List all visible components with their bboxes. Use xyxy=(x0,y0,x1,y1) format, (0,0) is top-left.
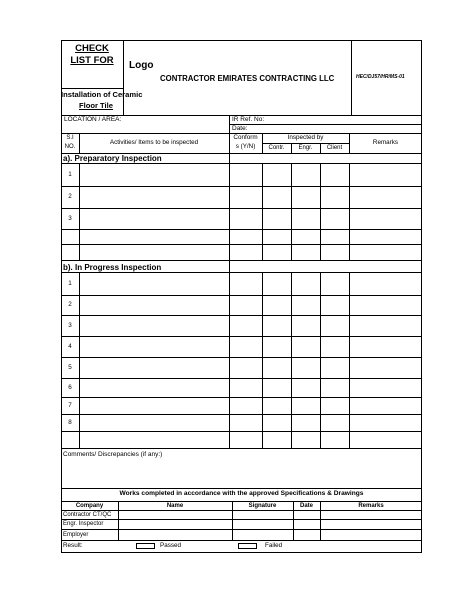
preparatory-column-rule xyxy=(320,163,321,260)
in-progress-row-rule xyxy=(61,431,422,432)
header-divider-code xyxy=(351,40,352,115)
signoff-head-top xyxy=(61,501,422,502)
sl-no-heading-2: NO. xyxy=(64,144,76,150)
in-progress-row-rule xyxy=(61,357,422,358)
in-progress-row-number: 6 xyxy=(68,384,72,391)
preparatory-row-rule xyxy=(61,244,422,245)
sl-no-heading-1: S.I xyxy=(66,135,74,141)
inspected-by-heading: Inspected by xyxy=(287,134,324,141)
in-progress-column-rule xyxy=(291,272,292,448)
signoff-signature-heading: Signature xyxy=(248,503,277,509)
date-label: Date: xyxy=(232,125,248,132)
inspected-by-divider xyxy=(262,143,349,144)
result-label: Result: xyxy=(63,542,83,549)
in-progress-row-number: 5 xyxy=(68,364,72,371)
comments-label: Comments/ Discrepancies (if any:) xyxy=(63,451,163,458)
signoff-row-employer: Employer xyxy=(63,532,89,538)
ir-divider xyxy=(229,124,422,125)
signoff-date-heading: Date xyxy=(299,503,313,509)
in-progress-row-rule xyxy=(61,272,422,273)
document-code: HEC/DJ57/HR/MS-01 xyxy=(356,74,405,80)
completion-statement: Works completed in accordance with the approved Specifications & Drawings xyxy=(119,490,364,497)
preparatory-row-number: 1 xyxy=(68,171,72,178)
comments-bottom-rule xyxy=(61,488,422,489)
col-divider-conforms xyxy=(229,115,230,448)
in-progress-row-rule xyxy=(61,414,422,415)
in-progress-row-rule xyxy=(61,315,422,316)
signoff-row-3-bottom xyxy=(61,540,422,541)
preparatory-column-rule xyxy=(349,163,350,260)
preparatory-column-rule xyxy=(79,163,80,260)
signoff-row-2-bottom xyxy=(61,529,422,530)
header-divider-subject xyxy=(61,88,123,89)
signoff-company-heading: Company xyxy=(75,503,104,509)
preparatory-column-rule xyxy=(291,163,292,260)
in-progress-row-rule xyxy=(61,397,422,398)
preparatory-row-rule xyxy=(61,208,422,209)
preparatory-column-rule xyxy=(262,163,263,260)
contr-heading: Contr. xyxy=(268,145,285,151)
ir-ref-label: IR Ref. No: xyxy=(232,116,265,123)
subject-line-2: Floor Tile xyxy=(78,101,114,110)
in-progress-row-number: 7 xyxy=(68,402,72,409)
signoff-head-bottom xyxy=(61,510,422,511)
company-name: CONTRACTOR EMIRATES CONTRACTING LLC xyxy=(160,75,335,83)
subject-line-1: Installation of Ceramic xyxy=(61,90,143,99)
in-progress-row-rule xyxy=(61,336,422,337)
signoff-row-contractor: Contractor CT/QC xyxy=(63,512,112,518)
engr-heading: Engr. xyxy=(298,145,313,151)
remarks-heading: Remarks xyxy=(372,139,399,146)
in-progress-column-rule xyxy=(262,272,263,448)
logo-placeholder: Logo xyxy=(129,60,154,71)
passed-checkbox[interactable] xyxy=(136,543,155,549)
preparatory-row-rule xyxy=(61,186,422,187)
location-label: LOCATION / AREA: xyxy=(64,116,122,123)
in-progress-column-rule xyxy=(79,272,80,448)
conforms-heading-1: Conform xyxy=(233,134,258,141)
preparatory-row-number: 3 xyxy=(68,215,72,222)
signoff-row-1-bottom xyxy=(61,519,422,520)
conforms-heading-2: s (Y/N) xyxy=(235,143,256,150)
in-progress-row-number: 2 xyxy=(68,301,72,308)
activities-heading: Activities/ Items to be inspected xyxy=(109,139,199,146)
in-progress-row-number: 4 xyxy=(68,343,72,350)
section-in-progress-title: b). In Progress Inspection xyxy=(63,263,162,272)
signoff-remarks-heading: Remarks xyxy=(358,503,384,509)
in-progress-column-rule xyxy=(320,272,321,448)
preparatory-row-number: 2 xyxy=(68,193,72,200)
preparatory-row-rule xyxy=(61,163,422,164)
in-progress-row-rule xyxy=(61,295,422,296)
in-progress-row-rule xyxy=(61,378,422,379)
checklist-title-line-1: CHECK xyxy=(75,43,109,54)
in-progress-row-number: 8 xyxy=(68,419,72,426)
failed-checkbox[interactable] xyxy=(238,543,257,549)
in-progress-row-number: 3 xyxy=(68,322,72,329)
preparatory-row-rule xyxy=(61,229,422,230)
signoff-row-engineer: Engr. Inspector xyxy=(63,521,104,527)
preparatory-bottom-rule xyxy=(61,260,422,261)
checklist-title-line-2: LIST FOR xyxy=(70,55,114,66)
section-preparatory-title: a). Preparatory Inspection xyxy=(63,154,162,163)
in-progress-column-rule xyxy=(349,272,350,448)
failed-label: Failed xyxy=(265,542,283,549)
in-progress-bottom-rule xyxy=(61,448,422,449)
in-progress-row-number: 1 xyxy=(68,280,72,287)
passed-label: Passed xyxy=(160,542,182,549)
signoff-name-heading: Name xyxy=(166,503,184,509)
client-heading: Client xyxy=(326,145,343,151)
